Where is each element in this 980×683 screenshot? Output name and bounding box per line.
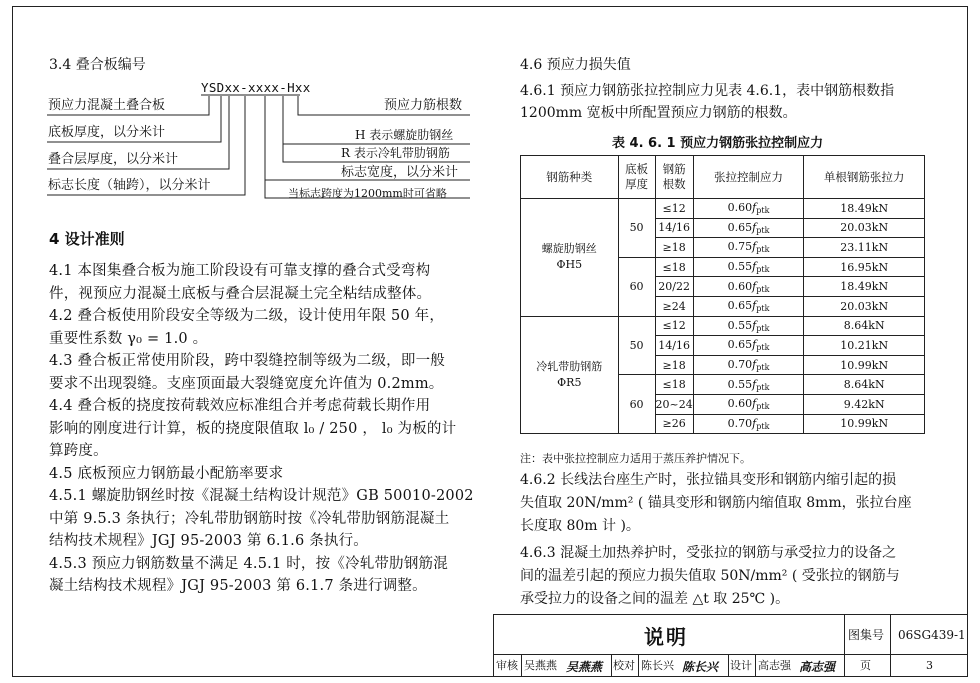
stress-cell	[693, 414, 804, 434]
stress-coefficient: 0.60	[727, 201, 753, 215]
table-title: 表 4. 6. 1 预应力钢筋张拉控制应力	[612, 136, 824, 151]
table-header-row	[521, 156, 925, 199]
label-right-1: 预应力筋根数	[384, 98, 463, 113]
stress-symbol: f	[752, 397, 757, 411]
count-cell: 14/16	[655, 336, 693, 356]
header-cell: 单根钢筋张拉力	[804, 156, 925, 199]
designer-name: 高志强	[758, 659, 791, 672]
stress-symbol: f	[752, 358, 757, 372]
atlas-number: 06SG439-1	[898, 628, 966, 642]
label-right-5: 当标志跨度为1200mm时可省略	[288, 187, 447, 200]
steel-type-name: 螺旋肋钢丝	[541, 242, 597, 256]
review-label: 审核	[496, 659, 518, 672]
sec4-line: 中第 9.5.3 条执行；冷轧带肋钢筋时按《冷轧带肋钢筋混凝土	[49, 510, 450, 527]
force-cell: 18.49kN	[804, 277, 925, 297]
code-leader-lines	[0, 0, 500, 210]
count-cell: ≥24	[655, 296, 693, 316]
force-cell: 10.21kN	[804, 336, 925, 356]
force-cell: 9.42kN	[804, 394, 925, 414]
stress-coefficient: 0.65	[727, 299, 753, 313]
thickness-cell: 50	[618, 199, 655, 258]
reviewer-signature: 吴燕燕	[566, 660, 603, 674]
stress-subscript: ptk	[756, 304, 770, 314]
section-4-body	[49, 260, 474, 598]
proofer-name: 陈长兴	[641, 659, 674, 672]
table-note: 注：表中张拉控制应力适用于蒸压养护情况下。	[520, 452, 751, 465]
stress-cell	[693, 218, 804, 238]
table-body	[521, 199, 925, 434]
stress-cell	[693, 375, 804, 395]
steel-type-symbol: ΦR5	[557, 375, 582, 389]
stress-cell	[693, 199, 804, 219]
header-cell-text: 钢筋根数	[662, 162, 686, 191]
stress-symbol: f	[752, 240, 757, 254]
section-3-4-heading: 3.4 叠合板编号	[49, 57, 146, 73]
intro-line: 1200mm 宽板中所配置预应力钢筋的根数。	[520, 105, 797, 121]
count-cell: 14/16	[655, 218, 693, 238]
stress-coefficient: 0.60	[727, 397, 753, 411]
sec4-line: 4.1 本图集叠合板为施工阶段设有可靠支撑的叠合式受弯构	[49, 263, 431, 279]
section-4-6-1-intro	[520, 80, 894, 124]
stress-cell	[693, 277, 804, 297]
header-cell: 钢筋种类	[521, 156, 619, 199]
count-cell: ≤18	[655, 257, 693, 277]
force-cell: 8.64kN	[804, 316, 925, 336]
section-4-heading: 4 设计准则	[49, 230, 125, 248]
force-cell: 10.99kN	[804, 414, 925, 434]
sec4-line: 重要性系数 γ₀ = 1.0 。	[49, 330, 208, 347]
stress-coefficient: 0.70	[727, 358, 753, 372]
force-cell: 23.11kN	[804, 238, 925, 258]
title-block	[493, 614, 968, 677]
sec4-line: 要求不出现裂缝。支座顶面最大裂缝宽度允许值为 0.2mm。	[49, 375, 444, 392]
count-cell: ≤18	[655, 375, 693, 395]
p462-line: 失值取 20N/mm² ( 锚具变形和钢筋内缩值取 8mm，张拉台座	[520, 495, 912, 511]
atlas-label: 图集号	[848, 628, 885, 642]
stress-symbol: f	[752, 318, 757, 332]
stress-subscript: ptk	[756, 265, 770, 275]
stress-subscript: ptk	[756, 421, 770, 431]
section-4-6-2	[520, 469, 912, 538]
table-row	[521, 199, 925, 219]
sec4-line: 影响的刚度进行计算，板的挠度限值取 l₀ / 250 ， l₀ 为板的计	[49, 420, 457, 437]
label-left-1: 预应力混凝土叠合板	[48, 98, 166, 113]
stress-symbol: f	[752, 279, 757, 293]
stress-symbol: f	[752, 416, 757, 430]
count-cell: 20~24	[655, 394, 693, 414]
stress-subscript: ptk	[756, 402, 770, 412]
stress-symbol: f	[752, 201, 757, 215]
stress-symbol: f	[752, 220, 757, 234]
label-right-3: R 表示冷轧带肋钢筋	[341, 146, 450, 160]
stress-symbol: f	[752, 299, 757, 313]
stress-symbol: f	[752, 377, 757, 391]
label-right-2: H 表示螺旋肋钢丝	[355, 128, 454, 142]
stress-coefficient: 0.75	[727, 240, 753, 254]
designer-signature: 高志强	[799, 660, 836, 674]
force-cell: 20.03kN	[804, 218, 925, 238]
sec4-line: 算跨度。	[49, 443, 108, 459]
count-cell: ≥18	[655, 355, 693, 375]
sec4-line: 件，视预应力混凝土底板与叠合层混凝土完全粘结成整体。	[49, 285, 432, 302]
steel-type-cell	[521, 199, 619, 317]
stress-coefficient: 0.65	[727, 338, 753, 352]
stress-symbol: f	[752, 260, 757, 274]
count-cell: ≥26	[655, 414, 693, 434]
stress-coefficient: 0.60	[727, 279, 753, 293]
p463-line: 间的温差引起的预应力损失值取 50N/mm² ( 受张拉的钢筋与	[520, 568, 900, 584]
stress-subscript: ptk	[756, 382, 770, 392]
sec4-line: 4.5.1 螺旋肋钢丝时按《混凝土结构设计规范》GB 50010-2002	[49, 488, 474, 504]
code-format: YSDxx-xxxx-Hxx	[201, 80, 311, 95]
force-cell: 18.49kN	[804, 199, 925, 219]
thickness-cell: 50	[618, 316, 655, 375]
table-row	[521, 316, 925, 336]
stress-subscript: ptk	[756, 323, 770, 333]
label-right-4: 标志宽度，以分米计	[341, 165, 459, 180]
count-cell: ≥18	[655, 238, 693, 258]
thickness-cell: 60	[618, 375, 655, 434]
steel-type-cell	[521, 316, 619, 434]
header-cell	[655, 156, 693, 199]
stress-cell	[693, 257, 804, 277]
section-4-6-3	[520, 542, 900, 611]
intro-line: 4.6.1 预应力钢筋张拉控制应力见表 4.6.1，表中钢筋根数指	[520, 83, 895, 99]
stress-cell	[693, 238, 804, 258]
force-cell: 20.03kN	[804, 296, 925, 316]
stress-subscript: ptk	[756, 284, 770, 294]
stress-coefficient: 0.55	[727, 260, 753, 274]
force-cell: 8.64kN	[804, 375, 925, 395]
stress-subscript: ptk	[756, 225, 770, 235]
p463-line: 4.6.3 混凝土加热养护时，受张拉的钢筋与承受拉力的设备之	[520, 545, 897, 561]
thickness-cell: 60	[618, 257, 655, 316]
page-label: 页	[860, 659, 871, 672]
stress-symbol: f	[752, 338, 757, 352]
stress-subscript: ptk	[756, 206, 770, 216]
sec4-line: 4.5.3 预应力钢筋数量不满足 4.5.1 时，按《冷轧带肋钢筋混	[49, 555, 448, 572]
force-cell: 16.95kN	[804, 257, 925, 277]
steel-type-name: 冷轧带肋钢筋	[536, 359, 603, 373]
page-number: 3	[926, 659, 933, 672]
stress-subscript: ptk	[756, 343, 770, 353]
count-cell: ≤12	[655, 316, 693, 336]
tension-control-table	[520, 155, 925, 434]
proof-label: 校对	[613, 659, 635, 672]
stress-cell	[693, 355, 804, 375]
stress-cell	[693, 316, 804, 336]
label-left-3: 叠合层厚度，以分米计	[48, 152, 179, 167]
label-left-2: 底板厚度，以分米计	[48, 125, 166, 140]
p463-line: 承受拉力的设备之间的温差 △t 取 25℃ )。	[520, 591, 790, 607]
count-cell: 20/22	[655, 277, 693, 297]
p462-line: 长度取 80m 计 )。	[520, 518, 640, 534]
stress-cell	[693, 296, 804, 316]
label-left-4: 标志长度（轴跨），以分米计	[48, 178, 211, 193]
stress-coefficient: 0.65	[727, 220, 753, 234]
header-cell	[618, 156, 655, 199]
stress-subscript: ptk	[756, 245, 770, 255]
stress-cell	[693, 336, 804, 356]
p462-line: 4.6.2 长线法台座生产时，张拉锚具变形和钢筋内缩引起的损	[520, 472, 897, 488]
stress-subscript: ptk	[756, 363, 770, 373]
stress-coefficient: 0.70	[727, 416, 753, 430]
steel-type-symbol: ΦH5	[556, 258, 583, 272]
stress-coefficient: 0.55	[727, 377, 753, 391]
sec4-line: 4.4 叠合板的挠度按荷载效应标准组合并考虑荷载长期作用	[49, 398, 431, 414]
force-cell: 10.99kN	[804, 355, 925, 375]
proofer-signature: 陈长兴	[682, 660, 719, 674]
title-block-title: 说明	[644, 625, 688, 649]
section-4-6-heading: 4.6 预应力损失值	[520, 57, 631, 73]
stress-coefficient: 0.55	[727, 318, 753, 332]
sec4-line: 4.5 底板预应力钢筋最小配筋率要求	[49, 465, 284, 482]
sec4-line: 结构技术规程》JGJ 95-2003 第 6.1.6 条执行。	[49, 533, 368, 549]
sec4-line: 凝土结构技术规程》JGJ 95-2003 第 6.1.7 条进行调整。	[49, 578, 427, 594]
stress-cell	[693, 394, 804, 414]
sec4-line: 4.2 叠合板使用阶段安全等级为二级，设计使用年限 50 年，	[49, 308, 445, 324]
count-cell: ≤12	[655, 199, 693, 219]
sec4-line: 4.3 叠合板正常使用阶段，跨中裂缝控制等级为二级，即一般	[49, 353, 445, 369]
header-cell-text: 底板厚度	[625, 162, 649, 191]
header-cell: 张拉控制应力	[693, 156, 804, 199]
design-label: 设计	[730, 659, 752, 672]
reviewer-name: 吴燕燕	[524, 659, 557, 672]
